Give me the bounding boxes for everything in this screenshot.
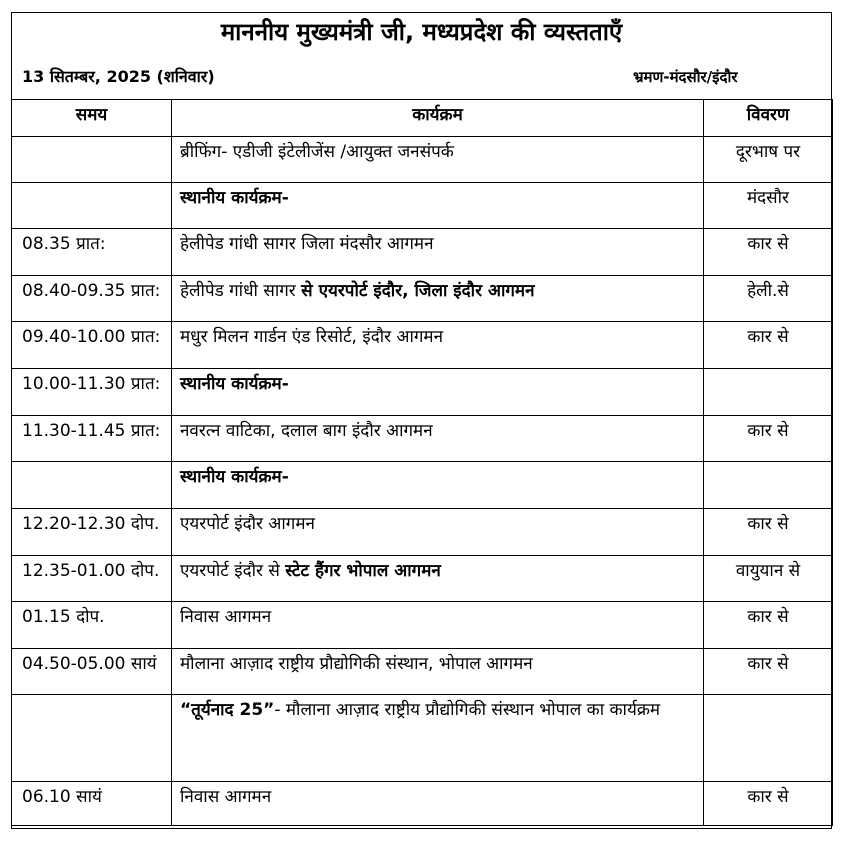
- row-detail: हेली.से: [704, 276, 833, 322]
- schedule-document: [11, 12, 832, 829]
- row-program-plain: एयरपोर्ट इंदौर से: [180, 561, 286, 581]
- row-program: [172, 695, 704, 782]
- table-header-row: [12, 100, 833, 137]
- row-program-bold: स्टेट हैंगर भोपाल आगमन: [285, 561, 441, 581]
- tour-location: भ्रमण-मंदसौर/इंदौर: [633, 68, 738, 86]
- row-detail: कार से: [704, 782, 833, 826]
- row-program: [172, 556, 704, 602]
- table-row: [12, 276, 833, 322]
- row-time: 01.15 दोप.: [12, 602, 172, 649]
- row-program: नवरत्न वाटिका, दलाल बाग इंदौर आगमन: [172, 416, 704, 462]
- table-row: [12, 509, 833, 556]
- row-detail: [704, 462, 833, 509]
- row-program: निवास आगमन: [172, 602, 704, 649]
- table-row: [12, 322, 833, 369]
- row-program-plain: हेलीपेड गांधी सागर: [180, 281, 302, 301]
- page-title: माननीय मुख्यमंत्री जी, मध्यप्रदेश की व्यस्तताएँ: [220, 18, 623, 46]
- row-time: [12, 183, 172, 229]
- row-time: 11.30-11.45 प्रात:: [12, 416, 172, 462]
- table-row: [12, 556, 833, 602]
- row-program: निवास आगमन: [172, 782, 704, 826]
- table-row: [12, 416, 833, 462]
- table-row: [12, 229, 833, 276]
- row-program: स्थानीय कार्यक्रम-: [172, 369, 704, 416]
- row-program: मधुर मिलन गार्डन एंड रिसोर्ट, इंदौर आगमन: [172, 322, 704, 369]
- table-row: [12, 695, 833, 782]
- row-program-bold: से एयरपोर्ट इंदौर, जिला इंदौर आगमन: [301, 281, 535, 301]
- row-program: स्थानीय कार्यक्रम-: [172, 183, 704, 229]
- column-header-program: कार्यक्रम: [172, 100, 704, 137]
- column-header-detail: विवरण: [704, 100, 833, 137]
- row-program: ब्रीफिंग- एडीजी इंटेलीजेंस /आयुक्त जनसंपर्क: [172, 137, 704, 183]
- table-row: [12, 602, 833, 649]
- row-time: [12, 695, 172, 782]
- table-row: [12, 183, 833, 229]
- row-time: [12, 462, 172, 509]
- table-row: [12, 137, 833, 183]
- schedule-table: [11, 99, 833, 826]
- schedule-date: 13 सितम्बर, 2025 (शनिवार): [22, 67, 215, 86]
- row-program-bold: “तूर्यनाद 25”: [180, 700, 275, 720]
- row-time: 12.20-12.30 दोप.: [12, 509, 172, 556]
- row-detail: दूरभाष पर: [704, 137, 833, 183]
- row-program: मौलाना आज़ाद राष्ट्रीय प्रौद्योगिकी संस्थान, भोपाल आगमन: [172, 649, 704, 695]
- column-header-time: समय: [12, 100, 172, 137]
- row-program: [172, 276, 704, 322]
- row-program: एयरपोर्ट इंदौर आगमन: [172, 509, 704, 556]
- row-detail: कार से: [704, 322, 833, 369]
- table-row: [12, 462, 833, 509]
- table-row: [12, 649, 833, 695]
- row-time: 08.35 प्रात:: [12, 229, 172, 276]
- table-row: [12, 782, 833, 826]
- row-time: 08.40-09.35 प्रात:: [12, 276, 172, 322]
- row-time: 04.50-05.00 सायं: [12, 649, 172, 695]
- row-detail: कार से: [704, 602, 833, 649]
- row-detail: कार से: [704, 509, 833, 556]
- row-detail: कार से: [704, 649, 833, 695]
- table-row: [12, 369, 833, 416]
- row-detail: [704, 369, 833, 416]
- row-detail: कार से: [704, 416, 833, 462]
- row-detail: वायुयान से: [704, 556, 833, 602]
- row-time: 10.00-11.30 प्रात:: [12, 369, 172, 416]
- row-detail: कार से: [704, 229, 833, 276]
- row-time: [12, 137, 172, 183]
- row-time: 12.35-01.00 दोप.: [12, 556, 172, 602]
- row-program: स्थानीय कार्यक्रम-: [172, 462, 704, 509]
- row-time: 09.40-10.00 प्रात:: [12, 322, 172, 369]
- row-detail: [704, 695, 833, 782]
- row-detail: मंदसौर: [704, 183, 833, 229]
- row-program-plain: - मौलाना आज़ाद राष्ट्रीय प्रौद्योगिकी संस्थान भोपाल का कार्यक्रम: [274, 700, 661, 720]
- row-program: हेलीपेड गांधी सागर जिला मंदसौर आगमन: [172, 229, 704, 276]
- row-time: 06.10 सायं: [12, 782, 172, 826]
